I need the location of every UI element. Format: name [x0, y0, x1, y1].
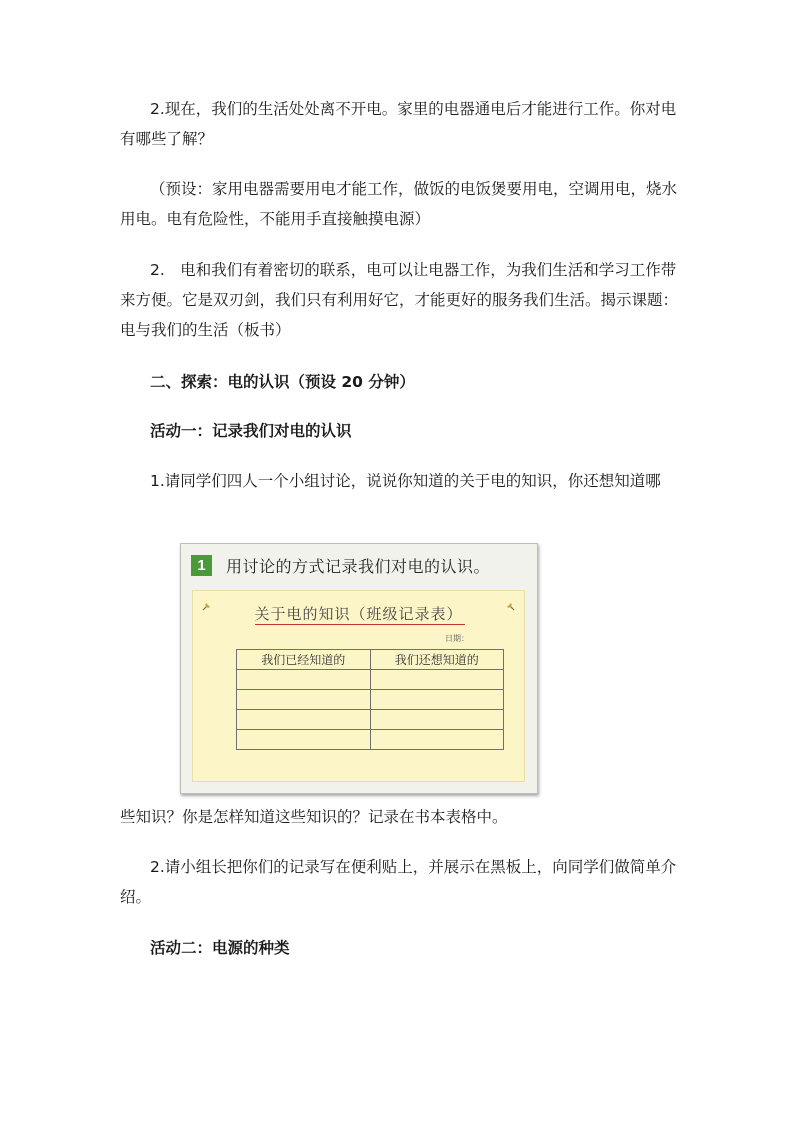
date-label: 日期：: [445, 634, 469, 643]
table-cell: [237, 670, 371, 690]
paragraph-group-leader: 2.请小组长把你们的记录写在便利贴上，并展示在黑板上，向同学们做简单介绍。: [120, 858, 677, 906]
table-cell: [370, 710, 504, 730]
paragraph-group-discussion: 1.请同学们四人一个小组讨论，说说你知道的关于电的知识，你还想知道哪: [150, 472, 661, 490]
table-row: [237, 690, 504, 710]
column-header-want-to-know: 我们还想知道的: [370, 650, 504, 670]
figure-caption: 用讨论的方式记录我们对电的认识。: [226, 556, 491, 576]
record-table: [236, 649, 504, 750]
record-sheet-panel: [192, 590, 525, 782]
table-header-row: [237, 650, 504, 670]
table-cell: [237, 730, 371, 750]
activity-one-heading: 活动一：记录我们对电的认识: [150, 422, 352, 440]
paragraph-topic-reveal: 2. 电和我们有着密切的联系，电可以让电器工作，为我们生活和学习工作带来方便。它是双刃剑，我们只有利用好它，才能更好的服务我们生活。揭示课题：电与我们的生活（板书）: [120, 261, 679, 339]
figure-header: [191, 554, 490, 576]
paragraph-preset-answer: （预设：家用电器需要用电才能工作，做饭的电饭煲要用电，空调用电，烧水用电。电有危险性，不能用手直接触摸电源）: [120, 180, 678, 228]
title-underline: [255, 624, 465, 625]
table-row: [237, 670, 504, 690]
textbook-figure: [180, 543, 538, 794]
table-cell: [370, 690, 504, 710]
table-cell: [370, 730, 504, 750]
paragraph-record-in-book: 些知识？你是怎样知道这些知识的？记录在书本表格中。: [120, 808, 508, 826]
activity-two-heading: 活动二：电源的种类: [150, 939, 290, 957]
table-cell: [237, 710, 371, 730]
section-heading-explore: 二、探索：电的认识（预设 20 分钟）: [150, 373, 415, 391]
record-sheet-title: 关于电的知识（班级记录表）: [254, 605, 463, 623]
figure-number-badge: 1: [191, 555, 212, 576]
column-header-known: 我们已经知道的: [237, 650, 371, 670]
table-row: [237, 710, 504, 730]
table-row: [237, 730, 504, 750]
table-cell: [237, 690, 371, 710]
table-cell: [370, 670, 504, 690]
paragraph-electricity-in-life: 2.现在，我们的生活处处离不开电。家里的电器通电后才能进行工作。你对电有哪些了解？: [120, 100, 677, 148]
